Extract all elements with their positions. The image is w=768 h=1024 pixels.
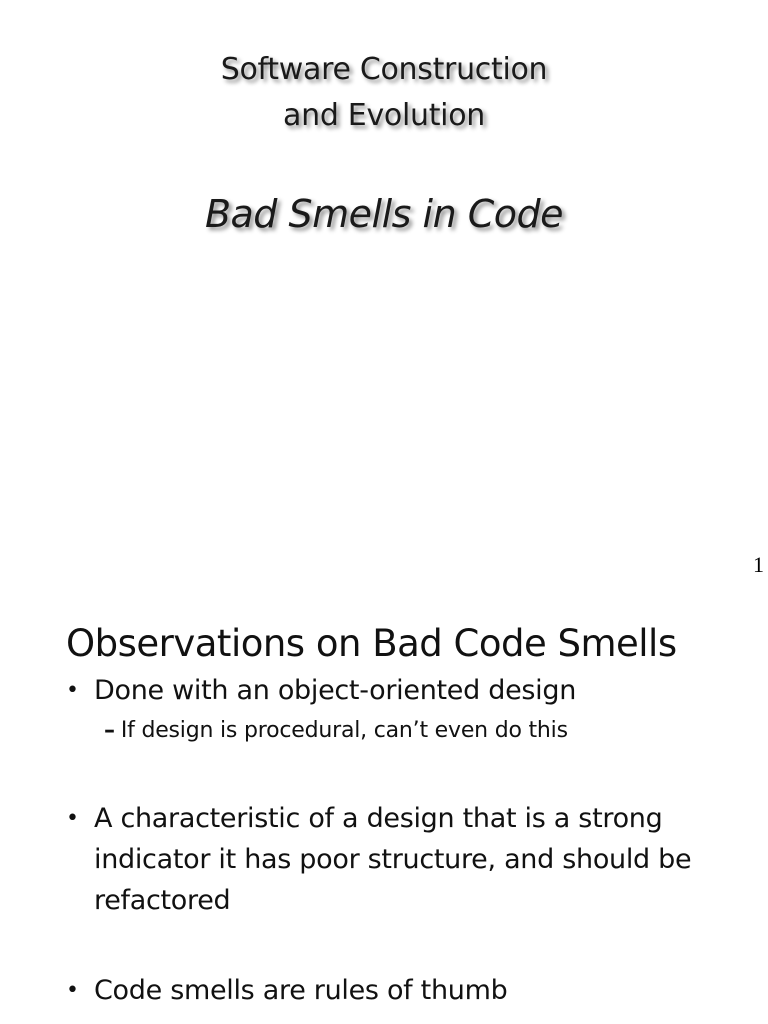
page-number: 1 — [753, 552, 764, 577]
sub-bullet-text: If design is procedural, can’t even do this — [120, 718, 568, 743]
sub-bullet-item — [104, 718, 568, 743]
bullet-item — [66, 670, 706, 711]
bullet-text: Done with an object-oriented design — [94, 675, 576, 706]
content-slide-title: Observations on Bad Code Smells — [66, 622, 677, 665]
slide-title-line-2: and Evolution — [283, 98, 485, 133]
bullet-text: A characteristic of a design that is a strong indicator it has poor structure, and should be refactored — [94, 803, 692, 916]
bullet-icon: • — [66, 678, 79, 703]
slide-subtitle: Bad Smells in Code — [204, 192, 564, 236]
content-slide — [0, 600, 768, 1024]
bullet-icon: • — [66, 806, 79, 831]
bullet-item — [66, 798, 706, 921]
bullet-text: Code smells are rules of thumb — [94, 975, 508, 1006]
bullet-icon: • — [66, 978, 79, 1003]
dash-icon: – — [104, 718, 115, 743]
bullet-item — [66, 970, 706, 1011]
slide-title-line-1: Software Construction — [220, 52, 548, 87]
